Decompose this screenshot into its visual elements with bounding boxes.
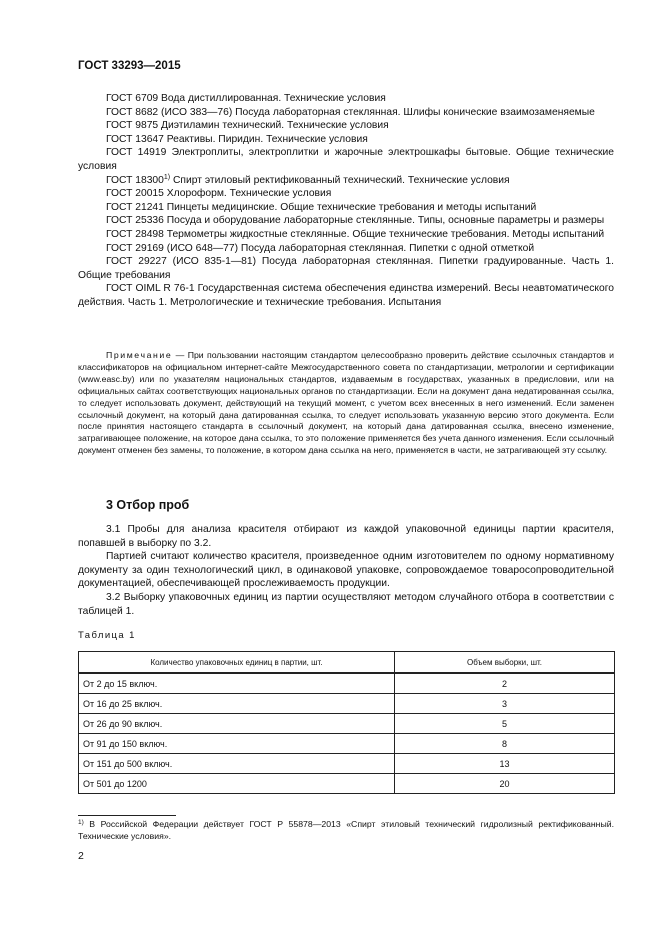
note-paragraph — [78, 350, 614, 457]
sample-size-cell: 3 — [395, 694, 615, 714]
document-header: ГОСТ 33293—2015 — [78, 60, 181, 72]
table-row — [79, 714, 615, 734]
normative-references-list — [78, 92, 614, 310]
footnote-separator — [78, 815, 176, 816]
section-paragraph: 3.1 Пробы для анализа красителя отбирают из каждой упаковочной единицы партии красителя, попавшей в выборку по 3.2. — [78, 524, 614, 549]
reference-item: ГОСТ 9875 Диэтиламин технический. Технические условия — [106, 120, 389, 132]
table-header-row — [79, 652, 615, 674]
section-title: 3 Отбор проб — [106, 498, 190, 512]
table-caption: Таблица 1 — [78, 630, 136, 641]
sample-size-cell: 2 — [395, 673, 615, 694]
page-number: 2 — [78, 850, 84, 862]
note-text: — При пользовании настоящим стандартом целесообразно проверить действие ссылочных стандартов и классификаторов на официальном интернет-сайте Межгосударственного совета по стандартизации, метрологии и сертификации (www.easc.by) или по указателям национальных стандартов, издаваемым в государствах, указанных в предисловии, или на официальных сайтах соответствующих национальных органов по стандартизации. Если на документ дана недатированная ссылка, то следует использовать документ, действующий на текущий момент, с учетом всех внесенных в него изменений. Если заменен ссылочный документ, на который дана датированная ссылка, то следует использовать указанную версию этого документа. Если после принятия настоящего стандарта в ссылочный документ, на который дана датированная ссылка, внесено изменение, затрагивающее положение, на которое дана ссылка, то это положение применяется без учета данного изменения. Если ссылочный документ отменен без замены, то положение, в котором дана ссылка на него, применяется в части, не затрагивающей эту ссылку. — [78, 350, 614, 456]
sample-size-cell: 8 — [395, 734, 615, 754]
reference-item: ГОСТ OIML R 76-1 Государственная система обеспечения единства измерений. Весы неавтоматического действия. Часть 1. Метрологические и технические требования. Испытания — [78, 283, 614, 308]
section-paragraph: Партией считают количество красителя, произведенное одним изготовителем по одному нормативному документу за один технологический цикл, в одинаковой упаковке, сопровождаемое товаросопроводительной документацией, обеспечивающей прослеживаемость продукции. — [78, 551, 614, 590]
table-row — [79, 774, 615, 794]
section-paragraph: 3.2 Выборку упаковочных единиц из партии осуществляют методом случайного отбора в соответствии с таблицей 1. — [78, 591, 614, 617]
sample-size-cell: 5 — [395, 714, 615, 734]
quantity-cell: От 16 до 25 включ. — [79, 694, 395, 714]
footnote-marker: 1) — [78, 819, 84, 826]
sample-size-cell: 13 — [395, 754, 615, 774]
reference-item: ГОСТ 25336 Посуда и оборудование лабораторные стеклянные. Типы, основные параметры и размеры — [106, 215, 605, 227]
table-row — [79, 673, 615, 694]
quantity-cell: От 151 до 500 включ. — [79, 754, 395, 774]
reference-item: ГОСТ 29227 (ИСО 835-1—81) Посуда лабораторная стеклянная. Пипетки градуированные. Часть 1. Общие требования — [78, 256, 614, 281]
reference-item: ГОСТ 21241 Пинцеты медицинские. Общие технические требования и методы испытаний — [106, 201, 537, 213]
quantity-cell: От 501 до 1200 — [79, 774, 395, 794]
footnote-marker: 1) — [163, 173, 171, 181]
footnote-text: В Российской Федерации действует ГОСТ Р 55878—2013 «Спирт этиловый технический гидролизный ректификованный. Технические условия». — [78, 819, 614, 841]
table-row — [79, 754, 615, 774]
note-label: Примечание — [106, 350, 173, 360]
column-header-sample-size: Объем выборки, шт. — [395, 652, 615, 674]
reference-item: ГОСТ 13647 Реактивы. Пиридин. Технические условия — [106, 133, 368, 145]
reference-item: ГОСТ 6709 Вода дистиллированная. Технические условия — [106, 93, 386, 104]
column-header-quantity: Количество упаковочных единиц в партии, шт. — [79, 652, 395, 674]
reference-code: ГОСТ 18300 — [106, 174, 164, 186]
reference-title: Спирт этиловый ректификованный технический. Технические условия — [170, 174, 510, 186]
reference-item: ГОСТ 28498 Термометры жидкостные стеклянные. Общие технические требования. Методы испытаний — [106, 228, 605, 240]
quantity-cell: От 91 до 150 включ. — [79, 734, 395, 754]
sampling-table — [78, 651, 615, 794]
quantity-cell: От 2 до 15 включ. — [79, 673, 395, 694]
reference-item: ГОСТ 20015 Хлороформ. Технические условия — [106, 188, 332, 200]
reference-item: ГОСТ 29169 (ИСО 648—77) Посуда лабораторная стеклянная. Пипетки с одной отметкой — [106, 242, 535, 254]
table-row — [79, 734, 615, 754]
table-row — [79, 694, 615, 714]
quantity-cell: От 26 до 90 включ. — [79, 714, 395, 734]
sample-size-cell: 20 — [395, 774, 615, 794]
footnote — [78, 818, 614, 842]
reference-item: ГОСТ 14919 Электроплиты, электроплитки и жарочные электрошкафы бытовые. Общие технические условия — [78, 147, 614, 172]
section-body — [78, 523, 614, 618]
reference-item: ГОСТ 8682 (ИСО 383—76) Посуда лабораторная стеклянная. Шлифы конические взаимозаменяемые — [106, 106, 595, 118]
reference-item — [78, 174, 614, 188]
